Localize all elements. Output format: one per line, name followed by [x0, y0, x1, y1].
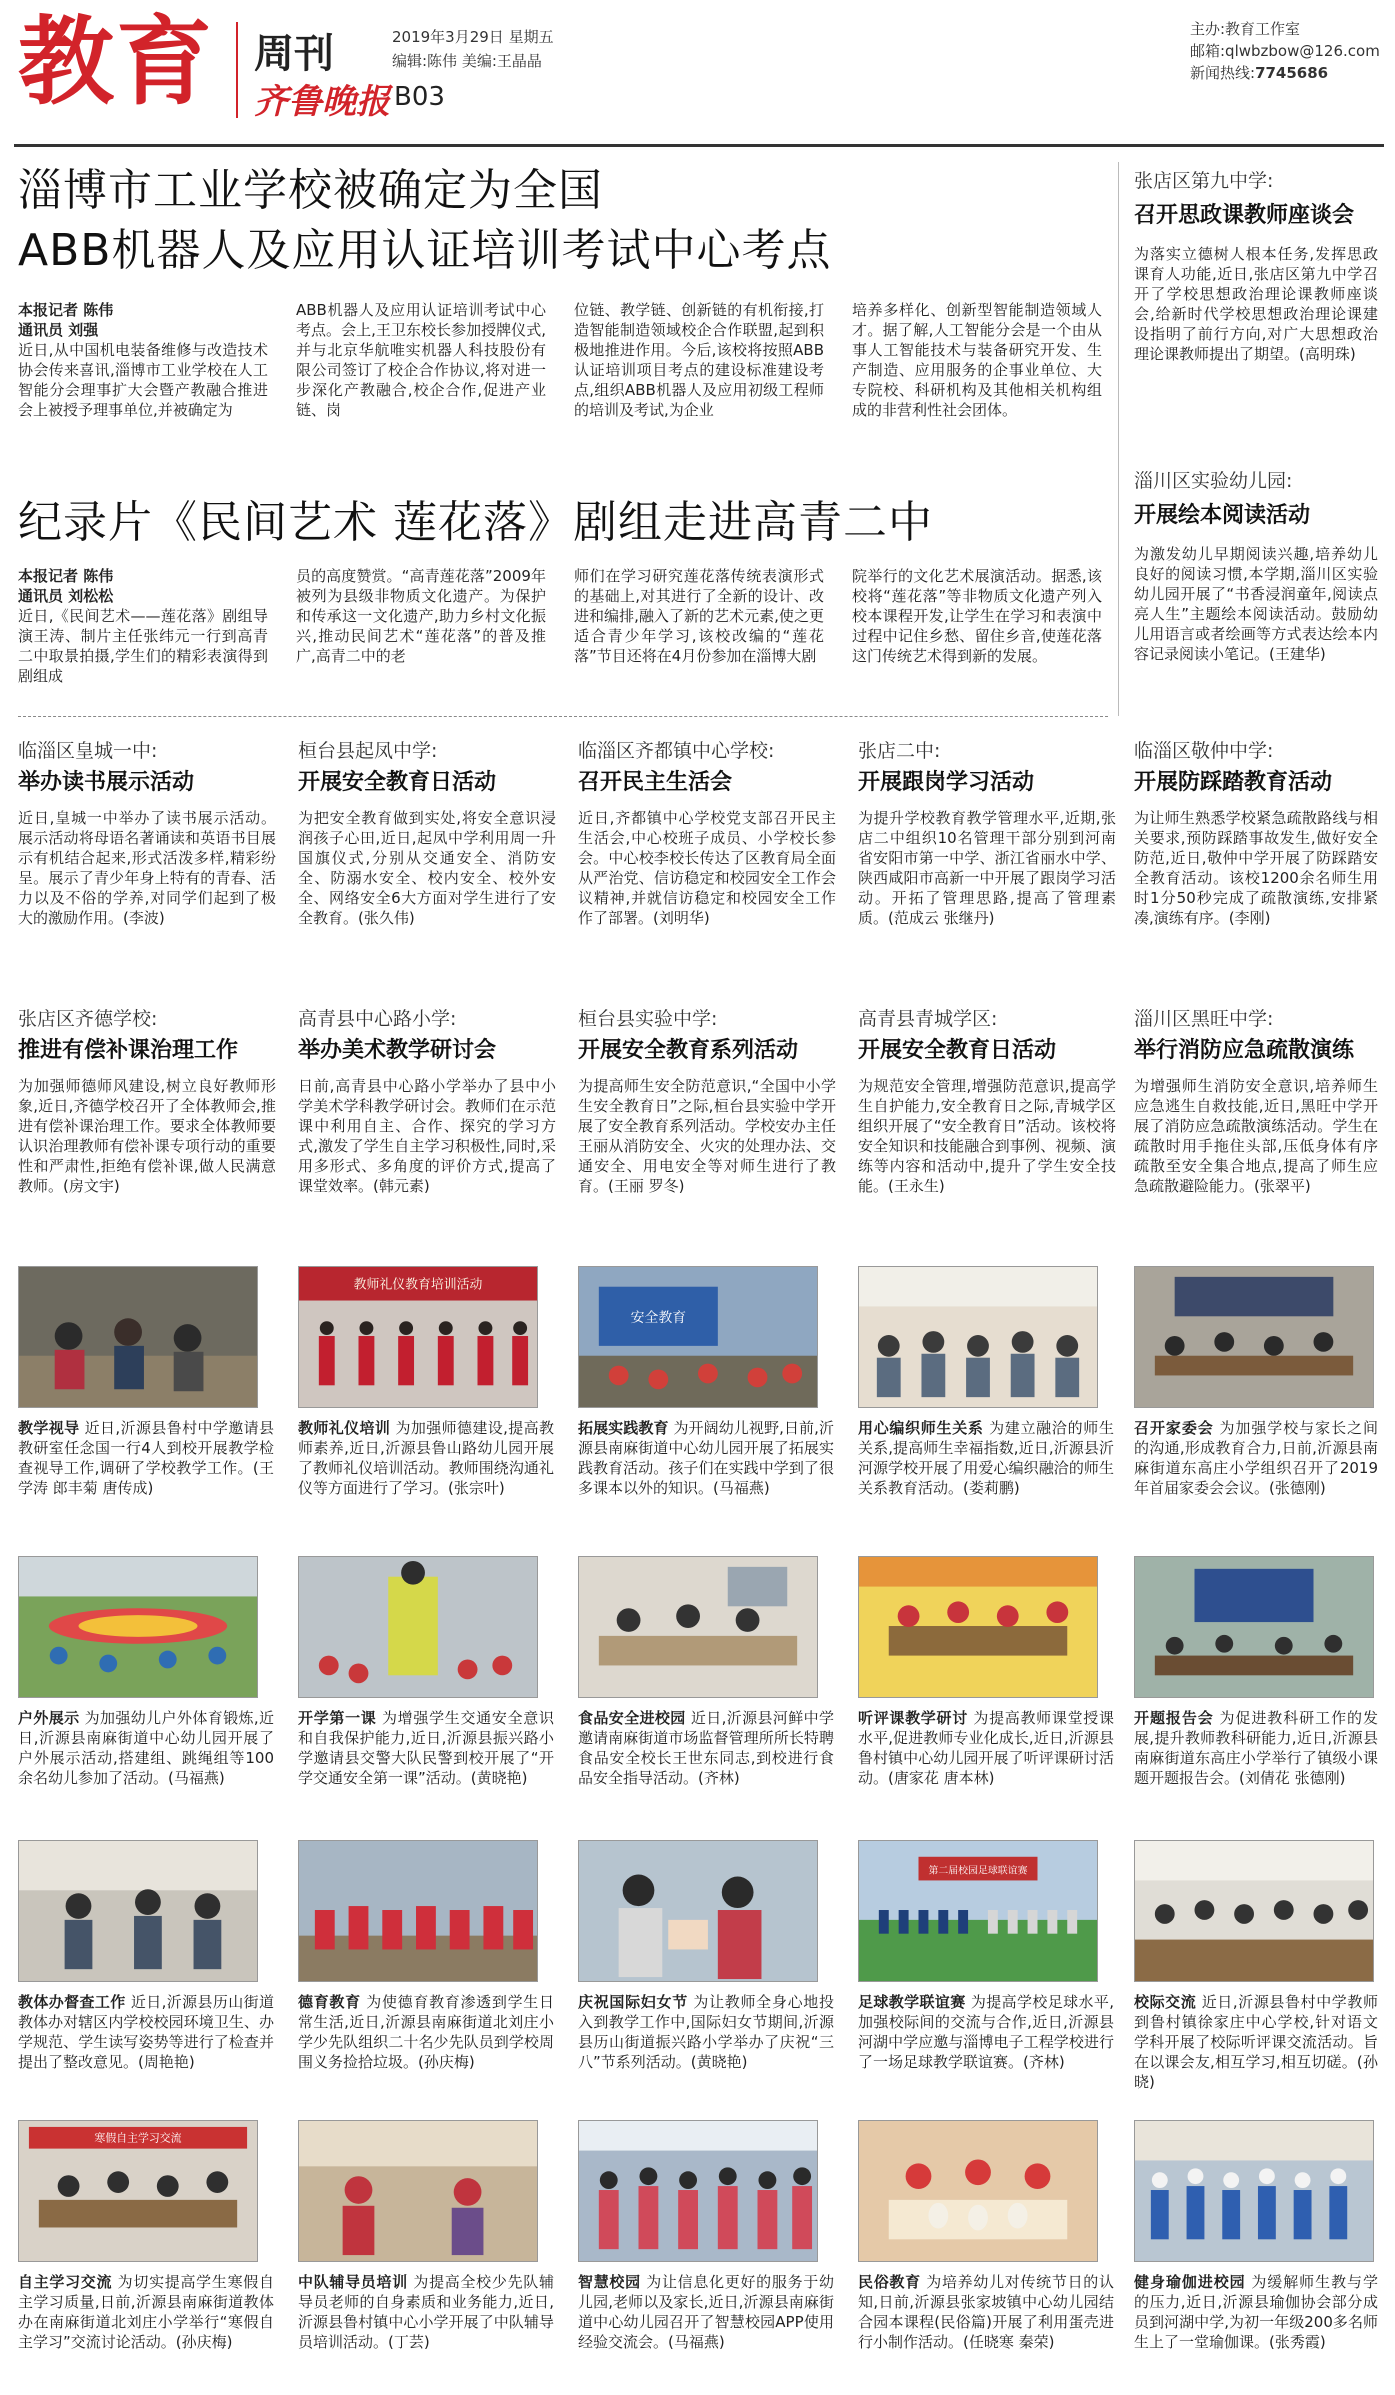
stage-photo-icon — [299, 1267, 537, 1407]
caption-1 — [18, 1418, 274, 1498]
caption-title: 自主学习交流 — [18, 2273, 113, 2291]
photo-1 — [18, 1266, 258, 1408]
brief-title: 开展安全教育日活动 — [858, 1038, 1057, 1063]
brief-body: 近日,皇城一中举办了读书展示活动。展示活动将母语名著诵读和英语书目展示有机结合起来,形式活泼多样,精彩纷呈。展示了青少年身上特有的青春、活力以及不俗的学养,对同学们起到了极大的激励作用。(李波) — [18, 809, 276, 927]
brief-body: 近日,齐都镇中心学校党支部召开民主生活会,中心校班子成员、小学校长参会。中心校李校长传达了区教育局全面从严治党、信访稳定和校园安全工作会议精神,并就信访稳定和校园安全工作作了部署。(刘明华) — [578, 809, 836, 927]
caption-text: 为加强学校与家长之间的沟通,形成教育合力,日前,沂源县南麻街道东高庄小学组织召开了2019年首届家委会会议。(张德刚) — [1134, 1419, 1378, 1497]
sidebar-title-2: 开展绘本阅读活动 — [1134, 503, 1311, 528]
brief-kicker: 张店区齐德学校: — [18, 1008, 158, 1030]
photo-10 — [1134, 1556, 1374, 1698]
lead-headline-line2: ABB机器人及应用认证培训考试中心考点 — [18, 225, 832, 276]
photo-7 — [298, 1556, 538, 1698]
photo-14 — [858, 1840, 1098, 1982]
seminar-photo-icon — [579, 2121, 817, 2261]
lead-column-3: 位链、教学链、创新链的有机衔接,打造智能制造领域校企合作联盟,起到积极地推进作用。今后,该校将按照ABB认证培训项目考点的建设标准建设考点,组织ABB机器人及应用初级工程师的培训及考试,为企业 — [574, 301, 824, 419]
photo-11 — [18, 1840, 258, 1982]
group-photo-icon — [299, 1841, 537, 1981]
caption-8 — [578, 1708, 834, 1788]
brief-10 — [1134, 1006, 1378, 1196]
second-column-1: 近日,《民间艺术——莲花落》剧组导演王涛、制片主任张纬元一行到高青二中取景拍摄,学生们的精彩表演得到剧组成 — [18, 607, 268, 685]
training-photo-icon — [299, 2121, 537, 2261]
playground-photo-icon — [19, 1557, 257, 1697]
brief-title: 开展安全教育系列活动 — [578, 1038, 799, 1063]
caption-title: 教学视导 — [18, 1419, 80, 1437]
caption-title: 健身瑜伽进校园 — [1134, 2273, 1246, 2291]
brief-9 — [858, 1006, 1116, 1196]
caption-11 — [18, 1992, 274, 2072]
caption-text: 近日,沂源县历山街道教体办对辖区内学校校园环境卫生、办学规范、学生读写姿势等进行了检查并提出了整改意见。(周艳艳) — [18, 1993, 274, 2071]
photo-17 — [298, 2120, 538, 2262]
classroom-photo-icon — [859, 1267, 1097, 1407]
masthead — [0, 0, 1395, 140]
caption-17 — [298, 2272, 554, 2352]
photo-3 — [578, 1266, 818, 1408]
caption-text: 为让教师全身心地投入到教学工作中,国际妇女节期间,沂源县历山街道振兴路小学举办了庆祝“三八”节系列活动。(黄晓艳) — [578, 1993, 834, 2071]
masthead-divider — [236, 22, 238, 118]
lead-column-2: ABB机器人及应用认证培训考试中心考点。会上,王卫东校长参加授牌仪式,并与北京华航唯实机器人科技股份有限公司签订了校企合作协议,将对进一步深化产教融合,校企合作,促进产业链、岗 — [296, 301, 546, 419]
sidebar-body-1: 为落实立德树人根本任务,发挥思政课育人功能,近日,张店区第九中学召开了学校思想政治理论课教师座谈会,给新时代学校思想政治理论课建设指明了前行方向,对广大思想政治理论课教师提出了期望。(高明珠) — [1134, 245, 1378, 363]
photo-9 — [858, 1556, 1098, 1698]
brief-body: 为提高师生安全防范意识,“全国中小学生安全教育日”之际,桓台县实验中学开展了安全教育系列活动。学校安办主任王丽从消防安全、火灾的处理办法、交通安全、用电安全等对师生进行了教育。(王丽 罗冬) — [578, 1077, 836, 1195]
caption-text: 为培养幼儿对传统节日的认知,日前,沂源县张家坡镇中心幼儿园结合园本课程(民俗篇)开展了利用蛋壳进行小制作活动。(任晓寒 秦荣) — [858, 2273, 1114, 2351]
caption-text: 近日,沂源县河鲜中学邀请南麻街道市场监督管理所所长特聘食品安全校长王世东同志,到校进行食品安全指导活动。(齐林) — [578, 1709, 834, 1787]
lead-byline-reporter: 本报记者 陈伟 — [18, 301, 114, 319]
caption-title: 食品安全进校园 — [578, 1709, 686, 1727]
photo-18 — [578, 2120, 818, 2262]
presentation-photo-icon — [1135, 1557, 1373, 1697]
meeting-room-photo-icon — [1135, 1267, 1373, 1407]
masthead-rule — [14, 144, 1384, 147]
issue-date: 2019年3月29日 星期五 — [392, 28, 554, 46]
caption-title: 用心编织师生关系 — [858, 1419, 984, 1437]
brief-body: 为提升学校教育教学管理水平,近期,张店二中组织10名管理干部分别到河南省安阳市第一中学、浙江省丽水中学、陕西咸阳市高新一中开展了跟岗学习活动。开拓了管理思路,提高了管理素质。(范成云 张继丹) — [858, 809, 1116, 927]
host-line: 主办:教育工作室 — [1190, 20, 1301, 38]
brief-6 — [18, 1006, 276, 1196]
caption-title: 校际交流 — [1134, 1993, 1197, 2011]
caption-title: 开学第一课 — [298, 1709, 377, 1727]
second-byline-correspondent: 通讯员 刘松松 — [18, 587, 114, 605]
newspaper-logo: 齐鲁晚报 — [254, 82, 390, 122]
caption-6 — [18, 1708, 274, 1788]
photo-6 — [18, 1556, 258, 1698]
caption-title: 教师礼仪培训 — [298, 1419, 391, 1437]
second-column-3: 师们在学习研究莲花落传统表演形式的基础上,对其进行了全新的设计、改进和编排,融入了新的艺术元素,使之更适合青少年学习,该校改编的“莲花落”节目还将在4月份参加在淄博大剧 — [574, 567, 824, 665]
brief-body: 为加强师德师风建设,树立良好教师形象,近日,齐德学校召开了全体教师会,推进有偿补课治理工作。要求全体教师要认识治理教师有偿补课专项行动的重要性和严肃性,拒绝有偿补课,做人民满意教师。(房文宇) — [18, 1077, 276, 1195]
caption-text: 为加强师德建设,提高教师素养,近日,沂源县鲁山路幼儿园开展了教师礼仪培训活动。教师围绕沟通礼仪等方面进行了学习。(张宗叶) — [298, 1419, 554, 1497]
hotline-number: 7745686 — [1255, 64, 1329, 82]
caption-text: 为缓解师生教与学的压力,近日,沂源县瑜伽协会部分成员到河湖中学,为初一年级200多名师生上了一堂瑜伽课。(张秀霞) — [1134, 2273, 1378, 2351]
caption-18 — [578, 2272, 834, 2352]
sidebar-kicker-1: 张店区第九中学: — [1134, 170, 1274, 192]
photo-banner-text: 教师礼仪教育培训活动 — [353, 1277, 483, 1293]
brief-7 — [298, 1006, 556, 1196]
caption-10 — [1134, 1708, 1378, 1788]
caption-16 — [18, 2272, 274, 2352]
lead-column-4: 培养多样化、创新型智能制造领域人才。据了解,人工智能分会是一个由从事人工智能技术与装备研究开发、生产制造、应用服务的企事业单位、大专院校、科研机构及其他相关机构组成的非营利性社会团体。 — [852, 301, 1102, 419]
caption-title: 智慧校园 — [578, 2273, 641, 2291]
caption-text: 为促进教科研工作的发展,提升教师教科研能力,近日,沂源县南麻街道东高庄小学举行了镇级小课题开题报告会。(刘倩花 张德刚) — [1134, 1709, 1378, 1787]
outdoor-photo-icon — [579, 1267, 817, 1407]
section-brand: 教育 — [18, 5, 214, 118]
sidebar-kicker-2: 淄川区实验幼儿园: — [1134, 470, 1293, 492]
second-byline-reporter: 本报记者 陈伟 — [18, 567, 114, 585]
hotline-line: 新闻热线:7745686 — [1190, 64, 1329, 82]
craft-activity-photo-icon — [859, 2121, 1097, 2261]
brief-body: 为把安全教育做到实处,将安全意识浸润孩子心田,近日,起凤中学利用周一升国旗仪式,分别从交通安全、消防安全、防溺水安全、校内安全、校外安全、网络安全6大方面对学生进行了安全教育。(张久伟) — [298, 809, 556, 927]
caption-text: 为提高全校少先队辅导员老师的自身素质和业务能力,近日,沂源县鲁村镇中心小学开展了中队辅导员培训活动。(丁芸) — [298, 2273, 554, 2351]
brief-title: 召开民主生活会 — [578, 770, 733, 795]
brief-body: 日前,高青县中心路小学举办了县中小学美术学科教学研讨会。教师们在示范课中利用自主、合作、探究的学习方式,激发了学生自主学习积极性,同时,采用多形式、多角度的评价方式,提高了课堂效率。(韩元素) — [298, 1077, 556, 1195]
lead-byline-correspondent: 通讯员 刘强 — [18, 321, 99, 339]
section-divider — [18, 716, 1108, 717]
lead-column-1: 近日,从中国机电装备维修与改造技术协会传来喜讯,淄博市工业学校在人工智能分会理事扩大会暨产教融合推进会上被授予理事单位,并被确定为 — [18, 341, 268, 419]
caption-title: 庆祝国际妇女节 — [578, 1993, 688, 2011]
caption-3 — [578, 1418, 834, 1498]
colorful-classroom-photo-icon — [859, 1557, 1097, 1697]
caption-title: 教体办督查工作 — [18, 1993, 126, 2011]
inspection-photo-icon — [19, 1841, 257, 1981]
brief-body: 为增强师生消防安全意识,培养师生应急逃生自救技能,近日,黑旺中学开展了消防应急疏散演练活动。学生在疏散时用手拖住头部,压低身体有序疏散至安全集合地点,提高了师生应急疏散避险能力。(张翠平) — [1134, 1077, 1378, 1195]
caption-text: 为建立融洽的师生关系,提高师生幸福指数,近日,沂源县沂河源学校开展了用爱心编织融洽的师生关系教育活动。(娄莉鹏) — [858, 1419, 1114, 1497]
photo-banner-text: 寒假自主学习交流 — [94, 2131, 182, 2145]
brief-title: 推进有偿补课治理工作 — [18, 1038, 239, 1063]
caption-text: 为增强学生交通安全意识和自我保护能力,近日,沂源县振兴路小学邀请县交警大队民警到校开展了“开学交通安全第一课”活动。(黄晓艳) — [298, 1709, 554, 1787]
caption-title: 足球教学联谊赛 — [858, 1993, 966, 2011]
brief-1 — [18, 738, 276, 928]
contact-info — [1190, 18, 1380, 84]
editor-credits: 编辑:陈伟 美编:王晶晶 — [392, 52, 542, 70]
brief-body: 为让师生熟悉学校紧急疏散路线与相关要求,预防踩踏事故发生,做好安全防范,近日,敬仲中学开展了防踩踏安全教育活动。该校1200余名师生用时1分50秒完成了疏散演练,安排紧凑,演练有序。(李刚) — [1134, 809, 1378, 927]
caption-7 — [298, 1708, 554, 1788]
brief-kicker: 淄川区黑旺中学: — [1134, 1008, 1274, 1030]
caption-title: 拓展实践教育 — [578, 1419, 669, 1437]
photo-4 — [858, 1266, 1098, 1408]
caption-5 — [1134, 1418, 1378, 1498]
brief-title: 举办美术教学研讨会 — [298, 1038, 497, 1063]
police-lesson-photo-icon — [299, 1557, 537, 1697]
caption-text: 为提高学校足球水平,加强校际间的交流与合作,近日,沂源县河湖中学应邀与淄博电子工程学校进行了一场足球教学联谊赛。(齐林) — [858, 1993, 1114, 2071]
photo-12 — [298, 1840, 538, 1982]
brief-title: 举行消防应急疏散演练 — [1134, 1038, 1355, 1063]
brief-4 — [858, 738, 1116, 928]
caption-19 — [858, 2272, 1114, 2352]
caption-text: 近日,沂源县鲁村中学邀请县教研室任念国一行4人到校开展教学检查视导工作,调研了学校教学工作。(王学涛 郎丰菊 唐传成) — [18, 1419, 274, 1497]
caption-title: 召开家委会 — [1134, 1419, 1214, 1437]
lead-headline-line1: 淄博市工业学校被确定为全国 — [18, 165, 603, 216]
second-column-4: 院举行的文化艺术展演活动。据悉,该校将“莲花落”等非物质文化遗产列入校本课程开发,让学生在学习和表演中过程中记住乡愁、留住乡音,使莲花落这门传统艺术得到新的发展。 — [852, 567, 1102, 665]
caption-title: 开题报告会 — [1134, 1709, 1214, 1727]
caption-20 — [1134, 2272, 1378, 2352]
brief-kicker: 临淄区皇城一中: — [18, 740, 158, 762]
brief-8 — [578, 1006, 836, 1196]
weekly-label: 周刊 — [254, 31, 334, 77]
caption-text: 为提高教师课堂授课水平,促进教师专业化成长,近日,沂源县鲁村镇中心幼儿园开展了听评课研讨活动。(唐家花 唐本林) — [858, 1709, 1114, 1787]
office-meeting-photo-icon — [579, 1557, 817, 1697]
study-room-photo-icon — [19, 2121, 257, 2261]
caption-12 — [298, 1992, 554, 2072]
brief-kicker: 桓台县实验中学: — [578, 1008, 718, 1030]
brief-title: 开展跟岗学习活动 — [858, 770, 1035, 795]
sidebar-title-1: 召开思政课教师座谈会 — [1134, 203, 1355, 228]
second-column-2: 员的高度赞赏。“高青莲花落”2009年被列为县级非物质文化遗产。为保护和传承这一文化遗产,助力乡村文化振兴,推动民间艺术“莲花落”的普及推广,高青二中的老 — [296, 567, 546, 665]
second-headline: 纪录片《民间艺术 莲花落》剧组走进高青二中 — [18, 497, 933, 548]
caption-9 — [858, 1708, 1114, 1788]
lecture-hall-photo-icon — [1135, 1841, 1373, 1981]
photo-banner-text: 第二届校园足球联谊赛 — [928, 1865, 1028, 1877]
photo-15 — [1134, 1840, 1374, 1982]
photo-5 — [1134, 1266, 1374, 1408]
caption-title: 中队辅导员培训 — [298, 2273, 408, 2291]
brief-kicker: 高青县中心路小学: — [298, 1008, 457, 1030]
caption-2 — [298, 1418, 554, 1498]
caption-14 — [858, 1992, 1114, 2072]
caption-text: 为开阔幼儿视野,日前,沂源县南麻街道中心幼儿园开展了拓展实践教育活动。孩子们在实践中学到了很多课本以外的知识。(马福燕) — [578, 1419, 834, 1497]
brief-kicker: 桓台县起凤中学: — [298, 740, 438, 762]
brief-title: 开展安全教育日活动 — [298, 770, 497, 795]
brief-kicker: 临淄区敬仲中学: — [1134, 740, 1274, 762]
photo-16 — [18, 2120, 258, 2262]
brief-title: 举办读书展示活动 — [18, 770, 195, 795]
photo-banner-text: 安全教育 — [630, 1310, 687, 1327]
brief-kicker: 高青县青城学区: — [858, 1008, 998, 1030]
photo-19 — [858, 2120, 1098, 2262]
sidebar-body-2: 为激发幼儿早期阅读兴趣,培养幼儿良好的阅读习惯,本学期,淄川区实验幼儿园开展了“书香浸润童年,阅读点亮人生”主题绘本阅读活动。鼓励幼儿用语言或者绘画等方式表达绘本内容记录阅读小笔记。(王建华) — [1134, 545, 1378, 663]
caption-text: 为加强幼儿户外体育锻炼,近日,沂源县南麻街道中心幼儿园开展了户外展示活动,搭建组、跳绳组等100余名幼儿参加了活动。(马福燕) — [18, 1709, 274, 1787]
brief-2 — [298, 738, 556, 928]
caption-title: 民俗教育 — [858, 2273, 921, 2291]
caption-text: 为切实提高学生寒假自主学习质量,日前,沂源县南麻街道教体办在南麻街道北刘庄小学举行“寒假自主学习”交流讨论活动。(孙庆梅) — [18, 2273, 274, 2351]
sidebar-divider — [1118, 162, 1119, 716]
caption-title: 听评课教学研讨 — [858, 1709, 968, 1727]
caption-text: 近日,沂源县鲁村中学教师到鲁村镇徐家庄中心学校,针对语文学科开展了校际听评课交流活动。旨在以课会友,相互学习,相互切磋。(孙晓) — [1134, 1993, 1378, 2091]
caption-text: 为让信息化更好的服务于幼儿园,老师以及家长,近日,沂源县南麻街道中心幼儿园召开了智慧校园APP使用经验交流会。(马福燕) — [578, 2273, 834, 2351]
caption-title: 德育教育 — [298, 1993, 361, 2011]
brief-kicker: 临淄区齐都镇中心学校: — [578, 740, 775, 762]
meeting-photo-icon — [19, 1267, 257, 1407]
page-number: B03 — [394, 82, 445, 112]
brief-5 — [1134, 738, 1378, 928]
brief-body: 为规范安全管理,增强防范意识,提高学生自护能力,安全教育日之际,青城学区组织开展了“安全教育日”活动。该校将安全知识和技能融合到事例、视频、演练等内容和活动中,提升了学生安全技能。(王永生) — [858, 1077, 1116, 1195]
photo-2 — [298, 1266, 538, 1408]
caption-13 — [578, 1992, 834, 2072]
yoga-photo-icon — [1135, 2121, 1373, 2261]
caption-4 — [858, 1418, 1114, 1498]
brief-kicker: 张店二中: — [858, 740, 941, 762]
brief-3 — [578, 738, 836, 928]
brief-title: 开展防踩踏教育活动 — [1134, 770, 1333, 795]
celebration-photo-icon — [579, 1841, 817, 1981]
photo-8 — [578, 1556, 818, 1698]
photo-20 — [1134, 2120, 1374, 2262]
caption-15 — [1134, 1992, 1378, 2092]
caption-title: 户外展示 — [18, 1709, 80, 1727]
email-line: 邮箱:qlwbzbow@126.com — [1190, 42, 1380, 60]
football-field-photo-icon — [859, 1841, 1097, 1981]
photo-13 — [578, 1840, 818, 1982]
caption-text: 为使德育教育渗透到学生日常生活,近日,沂源县南麻街道北刘庄小学少先队组织二十名少先队员到学校周围义务捡拾垃圾。(孙庆梅) — [298, 1993, 554, 2071]
